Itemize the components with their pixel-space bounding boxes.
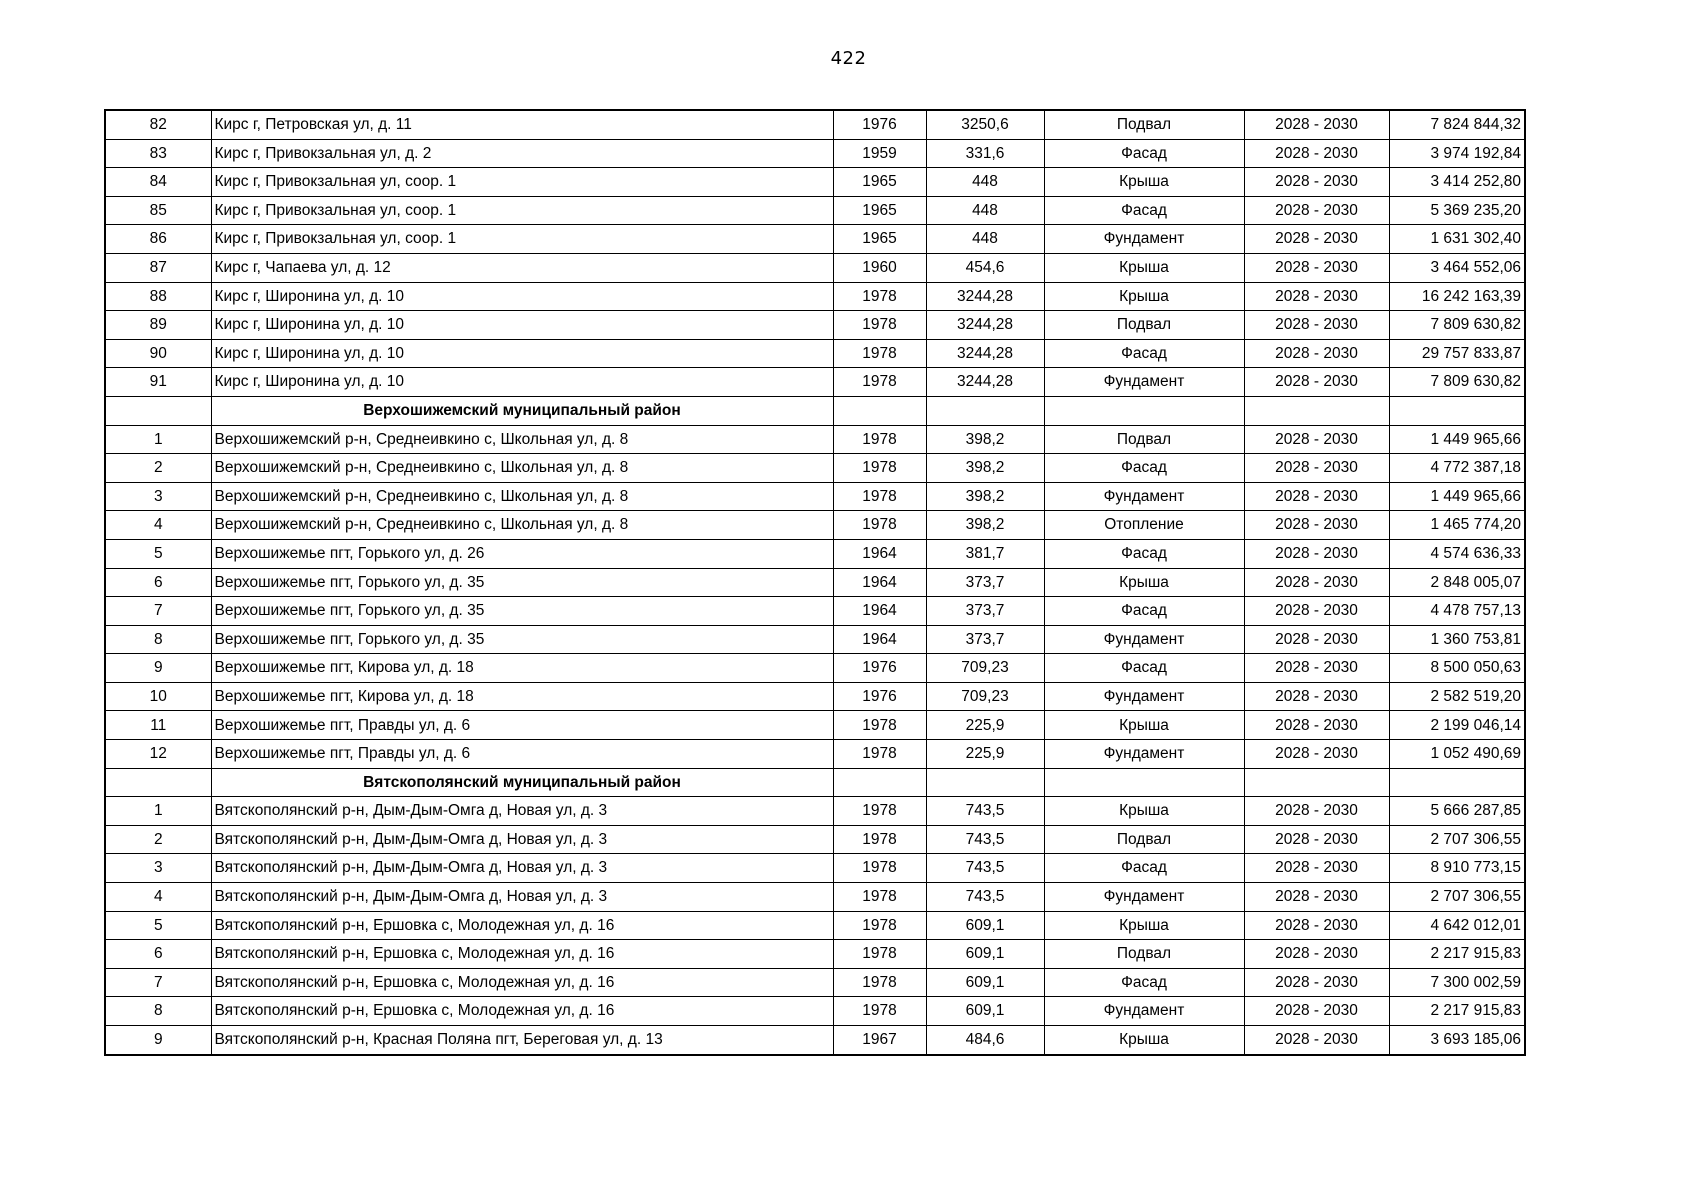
- period-cell: 2028 - 2030: [1244, 1026, 1389, 1055]
- work-type-cell: Фасад: [1044, 968, 1244, 997]
- address-cell: Верхошижемский р-н, Среднеивкино с, Школьная ул, д. 8: [211, 425, 833, 454]
- address-cell: Кирс г, Широнина ул, д. 10: [211, 339, 833, 368]
- year-built-cell: 1978: [833, 311, 926, 340]
- empty-cell: [1389, 768, 1525, 797]
- work-type-cell: Фасад: [1044, 597, 1244, 626]
- address-cell: Кирс г, Широнина ул, д. 10: [211, 282, 833, 311]
- row-number-cell: 88: [105, 282, 211, 311]
- work-type-cell: Фундамент: [1044, 997, 1244, 1026]
- address-cell: Вятскополянский р-н, Дым-Дым-Омга д, Новая ул, д. 3: [211, 883, 833, 912]
- work-type-cell: Крыша: [1044, 797, 1244, 826]
- year-built-cell: 1964: [833, 539, 926, 568]
- row-number-cell: 12: [105, 740, 211, 769]
- period-cell: 2028 - 2030: [1244, 253, 1389, 282]
- address-cell: Вятскополянский р-н, Ершовка с, Молодежная ул, д. 16: [211, 968, 833, 997]
- cost-cell: 7 809 630,82: [1389, 311, 1525, 340]
- period-cell: 2028 - 2030: [1244, 597, 1389, 626]
- table-row: [105, 168, 1525, 197]
- address-cell: Вятскополянский р-н, Дым-Дым-Омга д, Новая ул, д. 3: [211, 854, 833, 883]
- period-cell: 2028 - 2030: [1244, 339, 1389, 368]
- year-built-cell: 1976: [833, 682, 926, 711]
- period-cell: 2028 - 2030: [1244, 625, 1389, 654]
- period-cell: 2028 - 2030: [1244, 482, 1389, 511]
- area-cell: 743,5: [926, 883, 1044, 912]
- year-built-cell: 1959: [833, 139, 926, 168]
- row-number-cell: 86: [105, 225, 211, 254]
- address-cell: Верхошижемье пгт, Горького ул, д. 35: [211, 597, 833, 626]
- district-name: Верхошижемский муниципальный район: [211, 396, 833, 425]
- row-number-cell: 4: [105, 511, 211, 540]
- empty-cell: [1244, 396, 1389, 425]
- period-cell: 2028 - 2030: [1244, 654, 1389, 683]
- table-row: [105, 139, 1525, 168]
- address-cell: Верхошижемье пгт, Правды ул, д. 6: [211, 740, 833, 769]
- period-cell: 2028 - 2030: [1244, 196, 1389, 225]
- area-cell: 398,2: [926, 425, 1044, 454]
- period-cell: 2028 - 2030: [1244, 568, 1389, 597]
- district-header-row: [105, 768, 1525, 797]
- row-number-cell: 7: [105, 968, 211, 997]
- year-built-cell: 1964: [833, 625, 926, 654]
- work-type-cell: Фасад: [1044, 339, 1244, 368]
- work-type-cell: Крыша: [1044, 282, 1244, 311]
- period-cell: 2028 - 2030: [1244, 311, 1389, 340]
- period-cell: 2028 - 2030: [1244, 425, 1389, 454]
- area-cell: 448: [926, 196, 1044, 225]
- year-built-cell: 1965: [833, 196, 926, 225]
- year-built-cell: 1965: [833, 225, 926, 254]
- address-cell: Кирс г, Петровская ул, д. 11: [211, 110, 833, 139]
- work-type-cell: Фасад: [1044, 854, 1244, 883]
- year-built-cell: 1978: [833, 883, 926, 912]
- work-type-cell: Фундамент: [1044, 368, 1244, 397]
- period-cell: 2028 - 2030: [1244, 797, 1389, 826]
- row-number-cell: 2: [105, 454, 211, 483]
- address-cell: Вятскополянский р-н, Дым-Дым-Омга д, Новая ул, д. 3: [211, 797, 833, 826]
- work-type-cell: Фасад: [1044, 139, 1244, 168]
- work-type-cell: Фасад: [1044, 539, 1244, 568]
- cost-cell: 2 217 915,83: [1389, 997, 1525, 1026]
- area-cell: 373,7: [926, 625, 1044, 654]
- period-cell: 2028 - 2030: [1244, 968, 1389, 997]
- row-number-cell: 2: [105, 825, 211, 854]
- table-row: [105, 282, 1525, 311]
- period-cell: 2028 - 2030: [1244, 139, 1389, 168]
- address-cell: Верхошижемский р-н, Среднеивкино с, Школьная ул, д. 8: [211, 454, 833, 483]
- cost-cell: 2 707 306,55: [1389, 883, 1525, 912]
- cost-cell: 3 974 192,84: [1389, 139, 1525, 168]
- cost-cell: 2 707 306,55: [1389, 825, 1525, 854]
- area-cell: 709,23: [926, 654, 1044, 683]
- cost-cell: 3 693 185,06: [1389, 1026, 1525, 1055]
- cost-cell: 2 217 915,83: [1389, 940, 1525, 969]
- row-number-cell: 5: [105, 539, 211, 568]
- row-number-cell: 10: [105, 682, 211, 711]
- year-built-cell: 1978: [833, 968, 926, 997]
- year-built-cell: 1964: [833, 568, 926, 597]
- cost-cell: 1 449 965,66: [1389, 425, 1525, 454]
- address-cell: Вятскополянский р-н, Ершовка с, Молодежная ул, д. 16: [211, 911, 833, 940]
- row-number-cell: 8: [105, 625, 211, 654]
- cost-cell: 1 631 302,40: [1389, 225, 1525, 254]
- table-row: [105, 854, 1525, 883]
- table-row: [105, 253, 1525, 282]
- row-number-cell: 89: [105, 311, 211, 340]
- cost-cell: 8 910 773,15: [1389, 854, 1525, 883]
- work-type-cell: Фундамент: [1044, 225, 1244, 254]
- area-cell: 609,1: [926, 968, 1044, 997]
- table-row: [105, 682, 1525, 711]
- table-row: [105, 225, 1525, 254]
- period-cell: 2028 - 2030: [1244, 825, 1389, 854]
- cost-cell: 2 582 519,20: [1389, 682, 1525, 711]
- row-number-cell: 6: [105, 568, 211, 597]
- address-cell: Верхошижемский р-н, Среднеивкино с, Школьная ул, д. 8: [211, 482, 833, 511]
- area-cell: 609,1: [926, 940, 1044, 969]
- year-built-cell: 1978: [833, 339, 926, 368]
- table-row: [105, 568, 1525, 597]
- row-number-cell: 87: [105, 253, 211, 282]
- address-cell: Кирс г, Привокзальная ул, соор. 1: [211, 168, 833, 197]
- area-cell: 743,5: [926, 825, 1044, 854]
- row-number-cell: 3: [105, 854, 211, 883]
- address-cell: Кирс г, Широнина ул, д. 10: [211, 311, 833, 340]
- row-number-cell: 9: [105, 654, 211, 683]
- period-cell: 2028 - 2030: [1244, 539, 1389, 568]
- table-row: [105, 482, 1525, 511]
- area-cell: 3244,28: [926, 339, 1044, 368]
- work-type-cell: Фундамент: [1044, 740, 1244, 769]
- row-number-cell: 90: [105, 339, 211, 368]
- period-cell: 2028 - 2030: [1244, 168, 1389, 197]
- period-cell: 2028 - 2030: [1244, 911, 1389, 940]
- address-cell: Вятскополянский р-н, Ершовка с, Молодежная ул, д. 16: [211, 940, 833, 969]
- work-type-cell: Крыша: [1044, 253, 1244, 282]
- year-built-cell: 1964: [833, 597, 926, 626]
- cost-cell: 3 464 552,06: [1389, 253, 1525, 282]
- area-cell: 381,7: [926, 539, 1044, 568]
- period-cell: 2028 - 2030: [1244, 110, 1389, 139]
- area-cell: 373,7: [926, 568, 1044, 597]
- address-cell: Вятскополянский р-н, Дым-Дым-Омга д, Новая ул, д. 3: [211, 825, 833, 854]
- empty-cell: [105, 396, 211, 425]
- year-built-cell: 1978: [833, 997, 926, 1026]
- empty-cell: [926, 396, 1044, 425]
- page-number: 422: [830, 48, 867, 69]
- cost-cell: 1 360 753,81: [1389, 625, 1525, 654]
- year-built-cell: 1976: [833, 110, 926, 139]
- row-number-cell: 1: [105, 425, 211, 454]
- period-cell: 2028 - 2030: [1244, 454, 1389, 483]
- address-cell: Кирс г, Привокзальная ул, д. 2: [211, 139, 833, 168]
- work-type-cell: Фундамент: [1044, 482, 1244, 511]
- row-number-cell: 3: [105, 482, 211, 511]
- address-cell: Верхошижемье пгт, Горького ул, д. 26: [211, 539, 833, 568]
- row-number-cell: 84: [105, 168, 211, 197]
- table-row: [105, 711, 1525, 740]
- empty-cell: [1244, 768, 1389, 797]
- table-row: [105, 425, 1525, 454]
- period-cell: 2028 - 2030: [1244, 740, 1389, 769]
- address-cell: Верхошижемье пгт, Горького ул, д. 35: [211, 568, 833, 597]
- table-row: [105, 597, 1525, 626]
- table-row: [105, 883, 1525, 912]
- year-built-cell: 1978: [833, 368, 926, 397]
- area-cell: 373,7: [926, 597, 1044, 626]
- area-cell: 225,9: [926, 740, 1044, 769]
- year-built-cell: 1978: [833, 454, 926, 483]
- work-type-cell: Фундамент: [1044, 883, 1244, 912]
- work-type-cell: Фасад: [1044, 454, 1244, 483]
- area-cell: 609,1: [926, 911, 1044, 940]
- year-built-cell: 1976: [833, 654, 926, 683]
- cost-cell: 4 772 387,18: [1389, 454, 1525, 483]
- cost-cell: 4 642 012,01: [1389, 911, 1525, 940]
- address-cell: Кирс г, Привокзальная ул, соор. 1: [211, 225, 833, 254]
- year-built-cell: 1978: [833, 282, 926, 311]
- cost-cell: 29 757 833,87: [1389, 339, 1525, 368]
- year-built-cell: 1978: [833, 740, 926, 769]
- area-cell: 225,9: [926, 711, 1044, 740]
- work-type-cell: Подвал: [1044, 110, 1244, 139]
- period-cell: 2028 - 2030: [1244, 511, 1389, 540]
- row-number-cell: 9: [105, 1026, 211, 1055]
- address-cell: Верхошижемье пгт, Горького ул, д. 35: [211, 625, 833, 654]
- capital-repair-table: [104, 109, 1526, 1056]
- cost-cell: 1 449 965,66: [1389, 482, 1525, 511]
- cost-cell: 7 809 630,82: [1389, 368, 1525, 397]
- work-type-cell: Отопление: [1044, 511, 1244, 540]
- district-header-row: [105, 396, 1525, 425]
- work-type-cell: Крыша: [1044, 568, 1244, 597]
- work-type-cell: Крыша: [1044, 1026, 1244, 1055]
- cost-cell: 7 824 844,32: [1389, 110, 1525, 139]
- area-cell: 398,2: [926, 511, 1044, 540]
- work-type-cell: Фасад: [1044, 196, 1244, 225]
- table-row: [105, 625, 1525, 654]
- row-number-cell: 5: [105, 911, 211, 940]
- table-row: [105, 454, 1525, 483]
- area-cell: 3244,28: [926, 282, 1044, 311]
- address-cell: Кирс г, Привокзальная ул, соор. 1: [211, 196, 833, 225]
- address-cell: Верхошижемье пгт, Кирова ул, д. 18: [211, 654, 833, 683]
- table-body: [105, 110, 1525, 1055]
- district-name: Вятскополянский муниципальный район: [211, 768, 833, 797]
- work-type-cell: Подвал: [1044, 425, 1244, 454]
- address-cell: Верхошижемье пгт, Кирова ул, д. 18: [211, 682, 833, 711]
- address-cell: Кирс г, Чапаева ул, д. 12: [211, 253, 833, 282]
- table-row: [105, 511, 1525, 540]
- area-cell: 3244,28: [926, 368, 1044, 397]
- table-row: [105, 825, 1525, 854]
- row-number-cell: 4: [105, 883, 211, 912]
- year-built-cell: 1978: [833, 482, 926, 511]
- period-cell: 2028 - 2030: [1244, 225, 1389, 254]
- table-row: [105, 196, 1525, 225]
- work-type-cell: Фасад: [1044, 654, 1244, 683]
- table-row: [105, 654, 1525, 683]
- area-cell: 448: [926, 168, 1044, 197]
- table-row: [105, 539, 1525, 568]
- work-type-cell: Фундамент: [1044, 625, 1244, 654]
- area-cell: 709,23: [926, 682, 1044, 711]
- cost-cell: 3 414 252,80: [1389, 168, 1525, 197]
- cost-cell: 16 242 163,39: [1389, 282, 1525, 311]
- row-number-cell: 1: [105, 797, 211, 826]
- period-cell: 2028 - 2030: [1244, 997, 1389, 1026]
- work-type-cell: Подвал: [1044, 940, 1244, 969]
- table-row: [105, 997, 1525, 1026]
- row-number-cell: 8: [105, 997, 211, 1026]
- empty-cell: [833, 768, 926, 797]
- area-cell: 398,2: [926, 454, 1044, 483]
- period-cell: 2028 - 2030: [1244, 368, 1389, 397]
- cost-cell: 4 478 757,13: [1389, 597, 1525, 626]
- work-type-cell: Крыша: [1044, 911, 1244, 940]
- cost-cell: 4 574 636,33: [1389, 539, 1525, 568]
- table-row: [105, 968, 1525, 997]
- year-built-cell: 1978: [833, 425, 926, 454]
- cost-cell: 2 848 005,07: [1389, 568, 1525, 597]
- empty-cell: [1389, 396, 1525, 425]
- area-cell: 331,6: [926, 139, 1044, 168]
- period-cell: 2028 - 2030: [1244, 854, 1389, 883]
- row-number-cell: 85: [105, 196, 211, 225]
- year-built-cell: 1978: [833, 940, 926, 969]
- period-cell: 2028 - 2030: [1244, 883, 1389, 912]
- address-cell: Вятскополянский р-н, Красная Поляна пгт, Береговая ул, д. 13: [211, 1026, 833, 1055]
- work-type-cell: Крыша: [1044, 168, 1244, 197]
- work-type-cell: Подвал: [1044, 825, 1244, 854]
- table-row: [105, 1026, 1525, 1055]
- year-built-cell: 1960: [833, 253, 926, 282]
- table-row: [105, 797, 1525, 826]
- work-type-cell: Крыша: [1044, 711, 1244, 740]
- cost-cell: 5 369 235,20: [1389, 196, 1525, 225]
- row-number-cell: 7: [105, 597, 211, 626]
- year-built-cell: 1978: [833, 511, 926, 540]
- address-cell: Верхошижемье пгт, Правды ул, д. 6: [211, 711, 833, 740]
- year-built-cell: 1965: [833, 168, 926, 197]
- row-number-cell: 83: [105, 139, 211, 168]
- area-cell: 609,1: [926, 997, 1044, 1026]
- empty-cell: [926, 768, 1044, 797]
- cost-cell: 1 465 774,20: [1389, 511, 1525, 540]
- area-cell: 448: [926, 225, 1044, 254]
- period-cell: 2028 - 2030: [1244, 682, 1389, 711]
- empty-cell: [1044, 768, 1244, 797]
- work-type-cell: Фундамент: [1044, 682, 1244, 711]
- area-cell: 743,5: [926, 797, 1044, 826]
- cost-cell: 2 199 046,14: [1389, 711, 1525, 740]
- table-row: [105, 940, 1525, 969]
- table-row: [105, 110, 1525, 139]
- area-cell: 484,6: [926, 1026, 1044, 1055]
- period-cell: 2028 - 2030: [1244, 282, 1389, 311]
- row-number-cell: 6: [105, 940, 211, 969]
- address-cell: Кирс г, Широнина ул, д. 10: [211, 368, 833, 397]
- period-cell: 2028 - 2030: [1244, 940, 1389, 969]
- empty-cell: [1044, 396, 1244, 425]
- area-cell: 398,2: [926, 482, 1044, 511]
- row-number-cell: 82: [105, 110, 211, 139]
- table-row: [105, 339, 1525, 368]
- address-cell: Верхошижемский р-н, Среднеивкино с, Школьная ул, д. 8: [211, 511, 833, 540]
- area-cell: 454,6: [926, 253, 1044, 282]
- empty-cell: [105, 768, 211, 797]
- year-built-cell: 1978: [833, 797, 926, 826]
- cost-cell: 7 300 002,59: [1389, 968, 1525, 997]
- year-built-cell: 1978: [833, 825, 926, 854]
- row-number-cell: 11: [105, 711, 211, 740]
- year-built-cell: 1978: [833, 711, 926, 740]
- table-row: [105, 311, 1525, 340]
- cost-cell: 1 052 490,69: [1389, 740, 1525, 769]
- cost-cell: 8 500 050,63: [1389, 654, 1525, 683]
- area-cell: 3244,28: [926, 311, 1044, 340]
- address-cell: Вятскополянский р-н, Ершовка с, Молодежная ул, д. 16: [211, 997, 833, 1026]
- area-cell: 743,5: [926, 854, 1044, 883]
- cost-cell: 5 666 287,85: [1389, 797, 1525, 826]
- work-type-cell: Подвал: [1044, 311, 1244, 340]
- year-built-cell: 1978: [833, 854, 926, 883]
- empty-cell: [833, 396, 926, 425]
- period-cell: 2028 - 2030: [1244, 711, 1389, 740]
- table-row: [105, 911, 1525, 940]
- row-number-cell: 91: [105, 368, 211, 397]
- table-row: [105, 368, 1525, 397]
- year-built-cell: 1978: [833, 911, 926, 940]
- area-cell: 3250,6: [926, 110, 1044, 139]
- table-row: [105, 740, 1525, 769]
- year-built-cell: 1967: [833, 1026, 926, 1055]
